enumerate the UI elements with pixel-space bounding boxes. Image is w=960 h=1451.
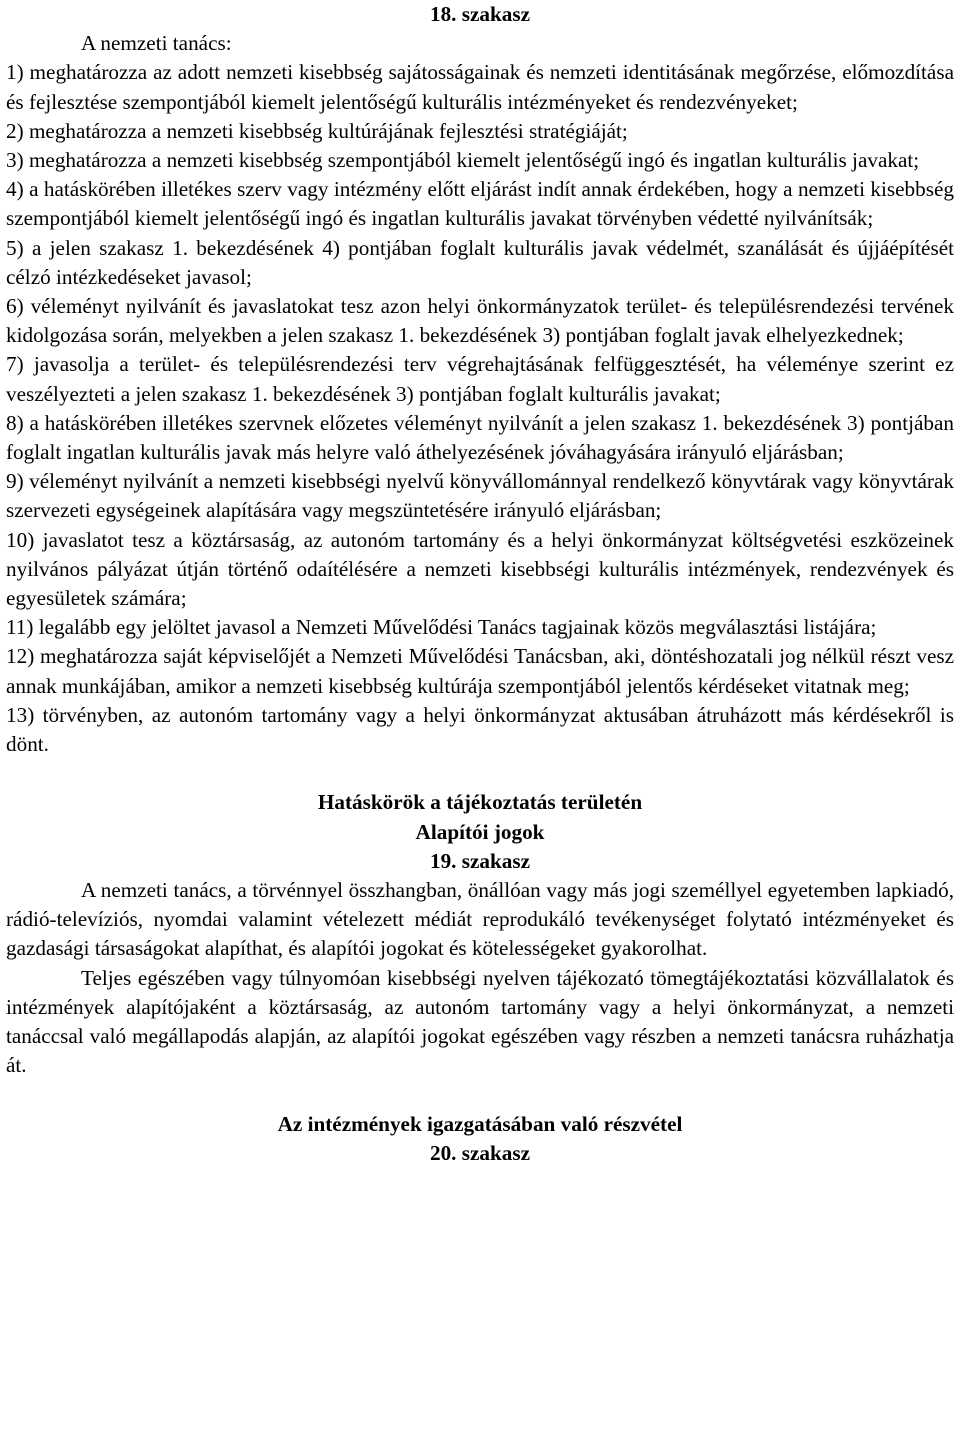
spacer	[6, 759, 954, 788]
chapter-2-title: Az intézmények igazgatásában való részvétel	[277, 1111, 683, 1136]
section-19-paragraph-1: A nemzeti tanács, a törvénnyel összhangban, önállóan vagy más jogi személlyel egyetemben lapkiadó, rádió-televíziós, nyomdai valamint vételezett médiát reprodukáló tevékenységet folytató intézményeket és gazdasági társaságokat alapíthat, és alapítói jogokat és kötelességeket gyakorolhat.	[6, 878, 954, 961]
list-item: 8) a hatáskörében illetékes szervnek előzetes véleményt nyilvánít a jelen szakasz 1. bekezdésének 3) pontjában foglalt ingatlan kulturális javak más helyre való áthelyezésének jóváhagyására irányuló eljárásban;	[6, 410, 954, 465]
section-18-items	[6, 58, 954, 759]
list-item: 12) meghatározza saját képviselőjét a Nemzeti Művelődési Tanácsban, aki, döntéshozatali jog nélkül részt vesz annak munkájában, amikor a nemzeti kisebbség kultúrája szempontjából jelentős kérdéseket vitatnak meg;	[6, 644, 954, 698]
section-19-paragraph-2: Teljes egészében vagy túlnyomóan kisebbségi nyelven tájékozató tömegtájékoztatási közvállalatok és intézmények alapítójaként a köztársaság, az autonóm tartomány vagy a helyi önkormányzat, a nemzeti tanáccsal való megállapodás alapján, az alapítói jogokat egészében vagy részben a nemzeti tanácsra ruházhatja át.	[6, 965, 954, 1078]
list-item: 5) a jelen szakasz 1. bekezdésének 4) pontjában foglalt kulturális javak védelmét, szanálását és újjáépítését célzó intézkedéseket javasol;	[6, 235, 954, 289]
list-item: 11) legalább egy jelöltet javasol a Nemzeti Művelődési Tanács tagjainak közös megválasztási listájára;	[6, 615, 877, 640]
chapter-subtitle: Alapítói jogok	[415, 819, 545, 844]
list-item: 10) javaslatot tesz a köztársaság, az autonóm tartomány és a helyi önkormányzat költségvetési eszközeinek nyilvános pályázat útján történő odaítélésére a nemzeti kisebbségi kulturális intézmények, rendezvények és egyesületek számára;	[6, 527, 954, 611]
section-19-heading: 19. szakasz	[429, 848, 531, 873]
list-item: 3) meghatározza a nemzeti kisebbség szempontjából kiemelt jelentőségű ingó és ingatlan kulturális javakat;	[6, 148, 920, 173]
list-item: 13) törvényben, az autonóm tartomány vagy a helyi önkormányzat aktusában átruházott más kérdésekről is dönt.	[6, 702, 954, 757]
list-item: 6) véleményt nyilvánít és javaslatokat tesz azon helyi önkormányzatok terület- és településrendezési tervének kidolgozása során, melyekben a jelen szakasz 1. bekezdésének 3) pontjában foglalt javak elhelyezkednek;	[6, 294, 954, 348]
chapter-title: Hatáskörök a tájékoztatás területén	[317, 790, 643, 815]
document-page	[6, 0, 954, 1168]
list-item: 9) véleményt nyilvánít a nemzeti kisebbségi nyelvű könyvállománnyal rendelkező könyvtárak vagy könyvtárak szervezeti egységeinek alapítására vagy megszüntetésére irányuló eljárásban;	[6, 469, 954, 523]
list-item: 1) meghatározza az adott nemzeti kisebbség sajátosságainak és nemzeti identitásának megőrzése, előmozdítása és fejlesztése szempontjából kiemelt jelentőségű kulturális intézményeket és rendezvényeket;	[6, 60, 954, 114]
section-18-intro: A nemzeti tanács:	[81, 31, 232, 56]
section-20-heading: 20. szakasz	[429, 1140, 531, 1165]
list-item: 2) meghatározza a nemzeti kisebbség kultúrájának fejlesztési stratégiáját;	[6, 118, 628, 143]
list-item: 4) a hatáskörében illetékes szerv vagy intézmény előtt eljárást indít annak érdekében, hogy a nemzeti kisebbség szempontjából kiemelt jelentőségű ingó és ingatlan kulturális javakat törvényben védetté nyilvánítsák;	[6, 177, 954, 231]
list-item: 7) javasolja a terület- és településrendezési terv végrehajtásának felfüggesztését, ha véleménye szerint ez veszélyezteti a jelen szakasz 1. bekezdésének 3) pontjában foglalt kulturális javakat;	[6, 352, 954, 406]
spacer	[6, 1081, 954, 1110]
section-18-heading: 18. szakasz	[429, 2, 531, 26]
